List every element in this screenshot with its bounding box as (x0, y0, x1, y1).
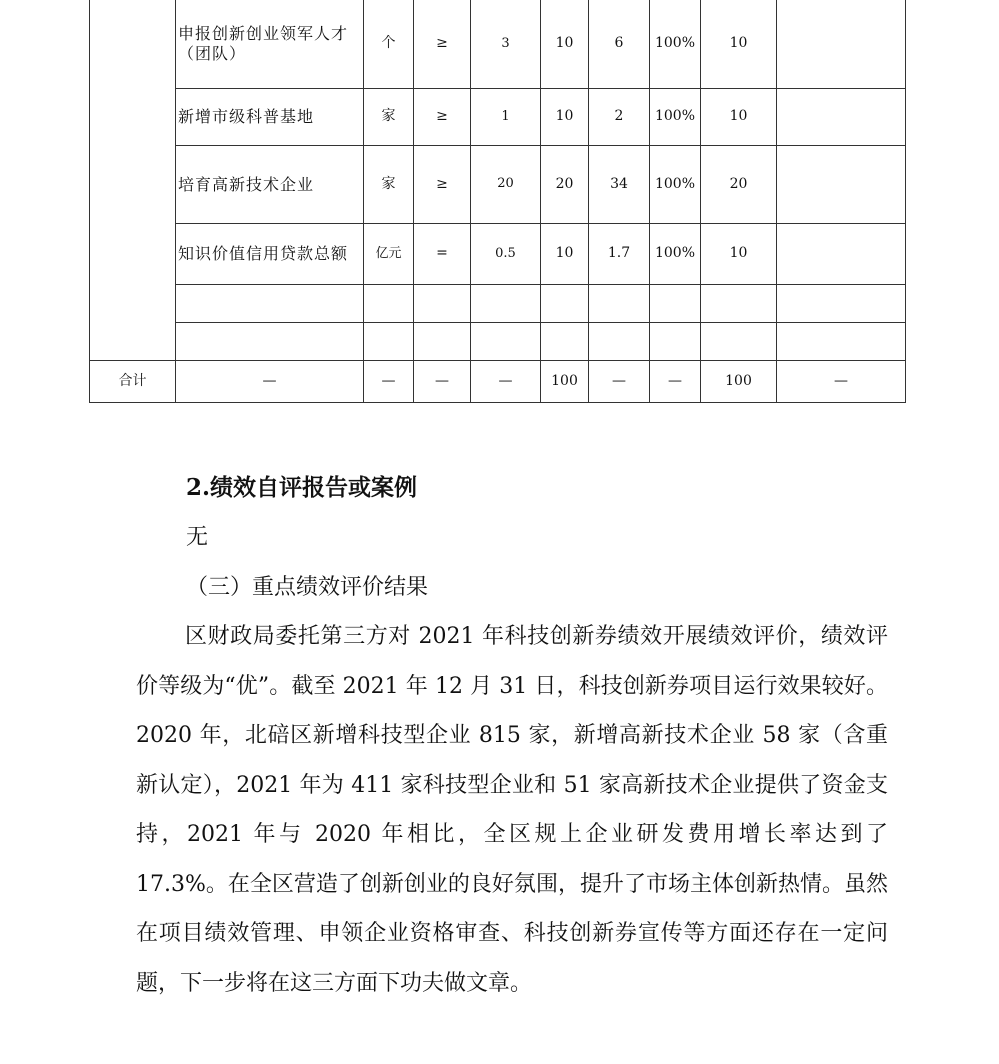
indicator-name: 知识价值信用贷款总额 (176, 224, 364, 285)
section-body-text: 无 (186, 525, 209, 550)
rate-cell: 100% (650, 89, 701, 146)
category-cell (90, 0, 176, 361)
empty-cell (364, 323, 414, 361)
target-cell: 20 (471, 146, 541, 224)
actual-cell: 1.7 (589, 224, 650, 285)
table-row (90, 0, 906, 89)
rate-cell: 100% (650, 146, 701, 224)
empty-cell (701, 323, 777, 361)
empty-cell (176, 285, 364, 323)
table-row (90, 323, 906, 361)
table-row (90, 89, 906, 146)
note-cell (777, 89, 906, 146)
table-row (90, 285, 906, 323)
got-score-cell: 10 (701, 224, 777, 285)
target-cell: 3 (471, 0, 541, 89)
total-label: 合计 (90, 361, 176, 403)
got-score-cell: 10 (701, 0, 777, 89)
empty-cell (589, 323, 650, 361)
empty-cell (777, 285, 906, 323)
total-name: — (176, 361, 364, 403)
performance-table (89, 0, 906, 403)
indicator-name: 新增市级科普基地 (176, 89, 364, 146)
empty-cell (650, 285, 701, 323)
indicator-name: 申报创新创业领军人才（团队） (176, 0, 364, 89)
rate-cell: 100% (650, 0, 701, 89)
note-cell (777, 146, 906, 224)
empty-cell (176, 323, 364, 361)
table-total-row (90, 361, 906, 403)
empty-cell (650, 323, 701, 361)
score-cell: 10 (541, 224, 589, 285)
total-got-score: 100 (701, 361, 777, 403)
total-note: — (777, 361, 906, 403)
section-heading: 2.绩效自评报告或案例 (186, 474, 418, 501)
empty-cell (471, 285, 541, 323)
empty-cell (541, 323, 589, 361)
operator-cell: ≥ (414, 146, 471, 224)
total-rate: — (650, 361, 701, 403)
empty-cell (414, 323, 471, 361)
total-unit: — (364, 361, 414, 403)
total-actual: — (589, 361, 650, 403)
empty-cell (471, 323, 541, 361)
table-row (90, 146, 906, 224)
empty-cell (589, 285, 650, 323)
empty-cell (541, 285, 589, 323)
empty-cell (414, 285, 471, 323)
note-cell (777, 0, 906, 89)
unit-cell: 个 (364, 0, 414, 89)
target-cell: 1 (471, 89, 541, 146)
indicator-name: 培育高新技术企业 (176, 146, 364, 224)
empty-cell (364, 285, 414, 323)
body-paragraph-block (136, 612, 888, 1008)
got-score-cell: 20 (701, 146, 777, 224)
actual-cell: 2 (589, 89, 650, 146)
note-cell (777, 224, 906, 285)
target-cell: 0.5 (471, 224, 541, 285)
operator-cell: ≥ (414, 0, 471, 89)
got-score-cell: 10 (701, 89, 777, 146)
rate-cell: 100% (650, 224, 701, 285)
empty-cell (701, 285, 777, 323)
total-target: — (471, 361, 541, 403)
unit-cell: 家 (364, 146, 414, 224)
table-row (90, 224, 906, 285)
score-cell: 20 (541, 146, 589, 224)
unit-cell: 亿元 (364, 224, 414, 285)
operator-cell: ≥ (414, 89, 471, 146)
empty-cell (777, 323, 906, 361)
score-cell: 10 (541, 0, 589, 89)
total-operator: — (414, 361, 471, 403)
actual-cell: 6 (589, 0, 650, 89)
score-cell: 10 (541, 89, 589, 146)
body-paragraph: 区财政局委托第三方对 2021 年科技创新券绩效开展绩效评价，绩效评价等级为“优”。截至 2021 年 12 月 31 日，科技创新券项目运行效果较好。2020 年，北碚区新增科技型企业 815 家，新增高新技术企业 58 家（含重新认定），2021 年为 411 家科技型企业和 51 家高新技术企业提供了资金支持，2021 年与 2020 年相比，全区规上企业研发费用增长率达到了 17.3%。在全区营造了创新创业的良好氛围，提升了市场主体创新热情。虽然在项目绩效管理、申领企业资格审查、科技创新券宣传等方面还存在一定问题，下一步将在这三方面下功夫做文章。 (136, 624, 888, 996)
operator-cell: = (414, 224, 471, 285)
total-score: 100 (541, 361, 589, 403)
unit-cell: 家 (364, 89, 414, 146)
subsection-heading: （三）重点绩效评价结果 (186, 575, 429, 600)
actual-cell: 34 (589, 146, 650, 224)
